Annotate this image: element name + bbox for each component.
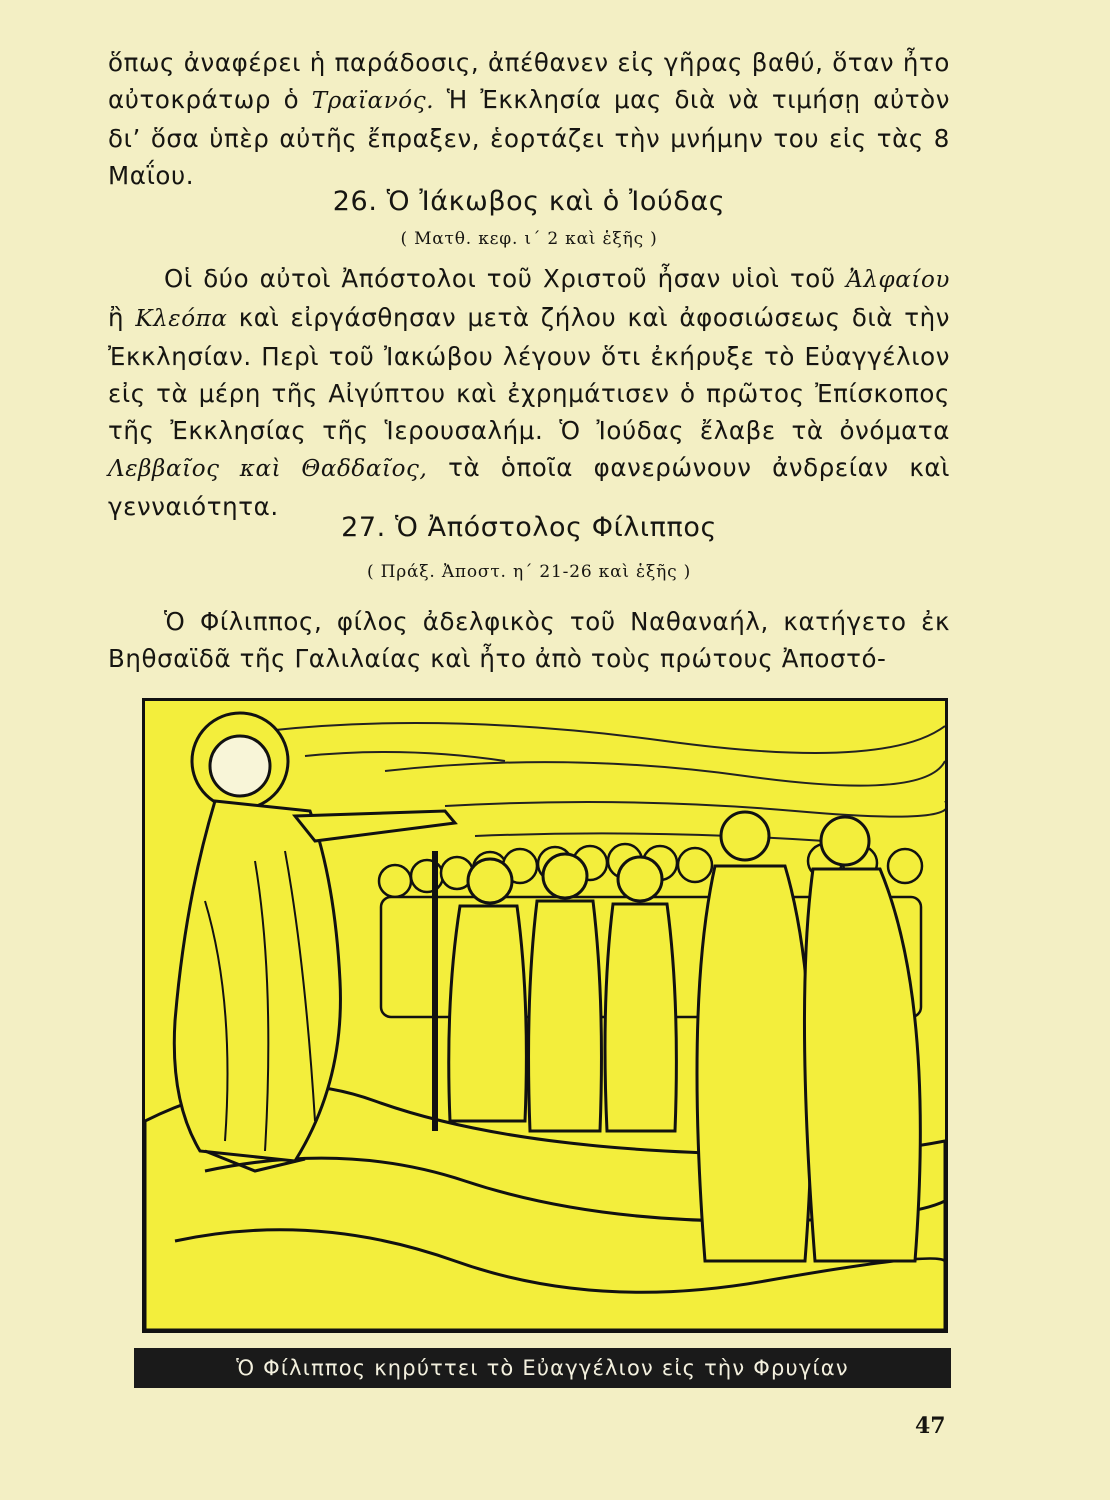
section-27-paragraph [108,603,950,677]
s26-text-d: τὰ ὁποῖα φανερώνουν ἀνδρείαν καὶ γενναιότητα. [108,453,951,521]
page-number: 47 [915,1413,946,1439]
section-27-title: 27. Ὁ Ἀπόστολος Φίλιππος [341,512,717,543]
s26-emphasis-c: Λεββαῖος καὶ Θαδδαῖος, [108,456,428,482]
illustration-caption: Ὁ Φίλιππος κηρύττει τὸ Εὐαγγέλιον εἰς τὴν Φρυγίαν [134,1348,951,1388]
section-26-paragraph [108,260,950,525]
section-27-reference: ( Πράξ. Ἀποστ. η΄ 21-26 καὶ ἑξῆς ) [366,562,692,582]
s26-text-a: Οἱ δύο αὐτοὶ Ἀπόστολοι τοῦ Χριστοῦ ἦσαν υἱοὶ τοῦ [164,264,847,293]
intro-text-a: ὅπως ἀναφέρει ἡ παράδοσις, ἀπέθανεν εἰς γῆρας βαθύ, ὅταν ἦτο αὐτοκράτωρ ὁ [108,48,950,114]
intro-paragraph [108,44,950,194]
intro-emphasis: Τραϊανός. [311,88,435,114]
illustration-drawing [145,701,945,1330]
section-26-reference: ( Ματθ. κεφ. ι΄ 2 καὶ ἑξῆς ) [400,229,658,249]
s26-text-b: ἢ [108,303,136,332]
illustration [142,698,948,1333]
s26-emphasis-b: Κλεόπα [135,306,228,332]
intro-text-b: Ἡ Ἐκκλησία μας διὰ νὰ τιμήσῃ αὐτὸν δι’ ὅσα ὑπὲρ αὐτῆς ἔπραξεν, ἑορτάζει τὴν μνήμην του εἰς τὰς 8 Μαΐου. [108,85,950,190]
s26-text-c: καὶ εἰργάσθησαν μετὰ ζήλου καὶ ἀφοσιώσεως διὰ τὴν Ἐκκλησίαν. Περὶ τοῦ Ἰακώβου λέγουν ὅτι ἐκήρυξε τὸ Εὐαγγέλιον εἰς τὰ μέρη τῆς Αἰγύπτου καὶ ἐχρημάτισεν ὁ πρῶτος Ἐπίσκοπος τῆς Ἐκκλησίας τῆς Ἱερουσαλήμ. Ὁ Ἰούδας ἔλαβε τὰ ὀνόματα [108,303,950,445]
s27-text: Ὁ Φίλιππος, φίλος ἀδελφικὸς τοῦ Ναθαναήλ, κατήγετο ἐκ Βηθσαϊδᾶ τῆς Γαλιλαίας καὶ ἦτο ἀπὸ τοὺς πρώτους Ἀποστό- [108,607,950,673]
s26-emphasis-a: Ἀλφαίου [846,267,950,293]
section-26-title: 26. Ὁ Ἰάκωβος καὶ ὁ Ἰούδας [332,186,726,217]
